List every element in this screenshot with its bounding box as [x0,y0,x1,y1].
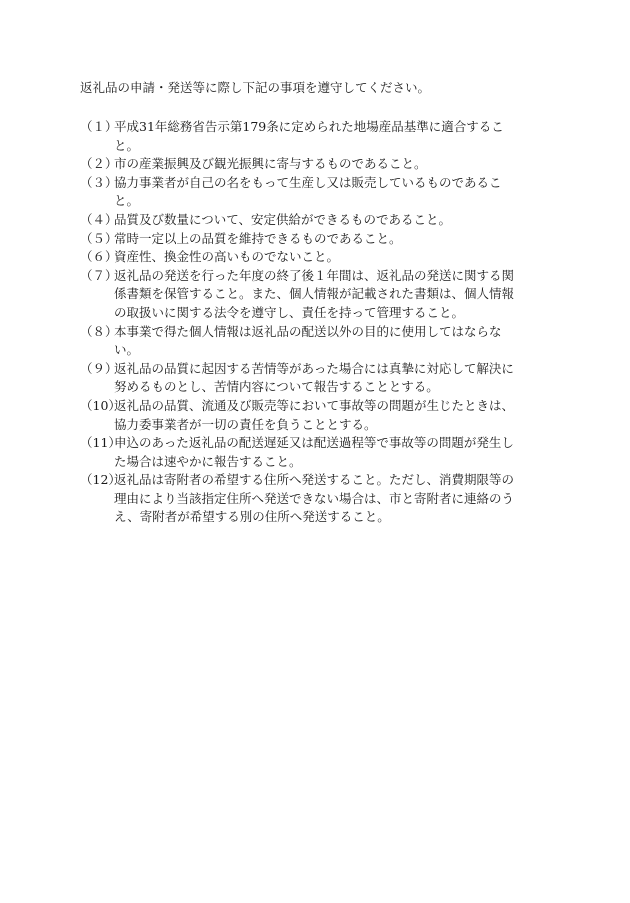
item-number: （10） [80,397,121,413]
item-number: （７） [80,267,118,283]
item-text: 協力事業者が自己の名をもって生産し又は販売しているものであること。 [114,174,502,209]
list-item [80,397,550,434]
item-text: 申込のあった返礼品の配送遅延又は配送過程等で事故等の問題が発生した場合は速やかに報告すること。 [114,435,514,469]
list-item [80,323,550,360]
item-text: 返礼品は寄附者の希望する住所へ発送すること。ただし、消費期限等の理由により当該指定住所へ発送できない場合は、市と寄附者に連絡のうえ、寄附者が希望する別の住所へ発送すること。 [114,472,515,525]
item-number: （５） [80,230,118,246]
intro-text: 返礼品の申請・発送等に際し下記の事項を遵守してください。 [80,80,431,95]
item-number: （12） [80,472,121,488]
item-number: （３） [80,174,118,190]
item-text: 常時一定以上の品質を維持できるものであること。 [114,230,402,246]
item-text: 返礼品の品質、流通及び販売等において事故等の問題が生じたときは、協力委事業者が一切の責任を負うこととする。 [114,397,515,432]
item-text: 市の産業振興及び観光振興に寄与するものであること。 [114,156,427,172]
item-number: （６） [80,249,118,265]
item-number: （８） [80,323,118,339]
list-item [80,118,550,155]
requirements-list [80,118,550,527]
item-number: （１） [80,119,118,134]
item-number: （11） [80,435,121,451]
item-text: 返礼品の発送を行った年度の終了後１年間は、返礼品の発送に関する関係書類を保管すること。また、個人情報が記載された書類は、個人情報の取扱いに関する法令を遵守し、責任を持って管理すること。 [114,267,515,320]
item-number: （９） [80,360,118,376]
list-item [80,211,550,230]
list-item [80,174,550,211]
item-number: （４） [80,211,118,227]
list-item [80,230,550,249]
item-text: 本事業で得た個人情報は返礼品の配送以外の目的に使用してはならない。 [114,323,502,358]
list-item [80,434,550,471]
item-text: 品質及び数量について、安定供給ができるものであること。 [114,211,452,227]
list-item [80,360,550,397]
list-item [80,267,550,323]
item-number: （２） [80,156,118,172]
list-item [80,471,550,527]
item-text: 返礼品の品質に起因する苦情等があった場合には真摯に対応して解決に努めるものとし、苦情内容について報告することとする。 [114,360,514,395]
list-item [80,155,550,174]
item-text: 資産性、換金性の高いものでないこと。 [114,249,340,265]
item-text: 平成31年総務省告示第179条に定められた地場産品基準に適合すること。 [114,119,504,153]
list-item [80,248,550,267]
